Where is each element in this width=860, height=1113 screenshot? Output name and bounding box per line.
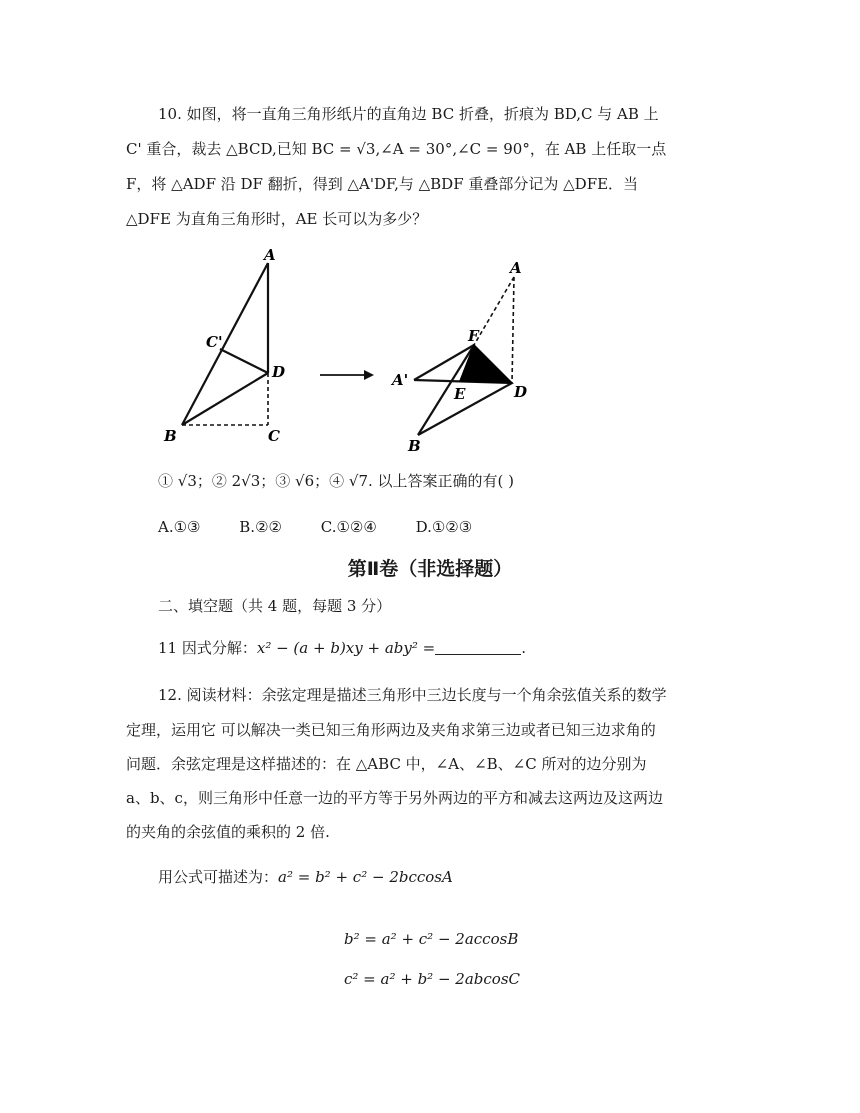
choice-a: A.①③ <box>158 518 201 536</box>
section-subheading: 二、填空题（共 4 题，每题 3 分） <box>158 597 392 615</box>
label-b: B <box>408 437 421 455</box>
label-a: A <box>264 246 276 264</box>
formula-intro: 用公式可描述为： <box>158 868 279 886</box>
choice-c: C.①②④ <box>320 518 377 536</box>
edge-ab <box>182 263 268 425</box>
answer-blank <box>435 640 521 655</box>
dashed-af <box>474 277 514 345</box>
q10-options: ① √3；② 2√3；③ √6；④ √7. 以上答案正确的有( ) <box>158 472 515 490</box>
label-b: B <box>164 427 177 445</box>
formula-1: a² = b² + c² − 2bccosA <box>278 868 453 886</box>
edge-cprime-d <box>220 349 268 373</box>
q10-line-1: 10. 如图，将一直角三角形纸片的直角边 BC 折叠，折痕为 BD,C 与 AB 上 <box>158 105 659 123</box>
q12-line-3: 问题．余弦定理是这样描述的：在 △ABC 中，∠A、∠B、∠C 所对的边分别为 <box>126 755 647 773</box>
dashed-ad <box>512 277 514 383</box>
label-d: D <box>514 383 528 401</box>
q12-line-2: 定理，运用它 可以解决一类已知三角形两边及夹角求第三边或者已知三边求角的 <box>126 721 656 739</box>
q10-line-2: C' 重合，裁去 △BCD,已知 BC = √3,∠A = 30°,∠C = 90°，在 AB 上任取一点 <box>126 140 667 158</box>
q11-expr: x² − (a + b)xy + aby² = <box>256 639 436 657</box>
q10-line-3: F，将 △ADF 沿 DF 翻折，得到 △A'DF,与 △BDF 重叠部分记为 △DFE．当 <box>126 175 639 193</box>
label-e: E <box>454 385 466 403</box>
section-heading: 第Ⅱ卷（非选择题） <box>347 558 513 580</box>
choice-b: B.②② <box>239 518 282 536</box>
arrow-icon <box>318 368 376 382</box>
overlap-triangle-dfe <box>460 345 512 383</box>
label-c-prime: C' <box>206 333 223 351</box>
choice-d: D.①②③ <box>415 518 473 536</box>
q11 <box>158 637 526 659</box>
formula-3: c² = a² + b² − 2abcosC <box>344 970 520 988</box>
label-c: C <box>268 427 280 445</box>
q11-prefix: 11 因式分解： <box>158 639 257 657</box>
edge-bf <box>418 345 474 435</box>
figure-right-folded <box>388 255 548 460</box>
label-a: A <box>510 259 522 277</box>
figure-left-triangle <box>160 245 300 450</box>
q12-line-5: 的夹角的余弦值的乘积的 2 倍. <box>126 823 330 841</box>
label-f: F <box>468 327 479 345</box>
formula-2: b² = a² + c² − 2accosB <box>344 930 519 948</box>
q10-line-4: △DFE 为直角三角形时，AE 长可以为多少？ <box>126 210 428 228</box>
label-a-prime: A' <box>392 371 409 389</box>
formula-intro-row <box>158 866 453 888</box>
q12-line-1: 12. 阅读材料：余弦定理是描述三角形中三边长度与一个角余弦值关系的数学 <box>158 686 667 704</box>
label-d: D <box>272 363 286 381</box>
q12-line-4: a、b、c，则三角形中任意一边的平方等于另外两边的平方和减去这两边及这两边 <box>126 789 663 807</box>
q11-suffix: . <box>521 639 526 657</box>
q10-choices <box>158 516 506 538</box>
